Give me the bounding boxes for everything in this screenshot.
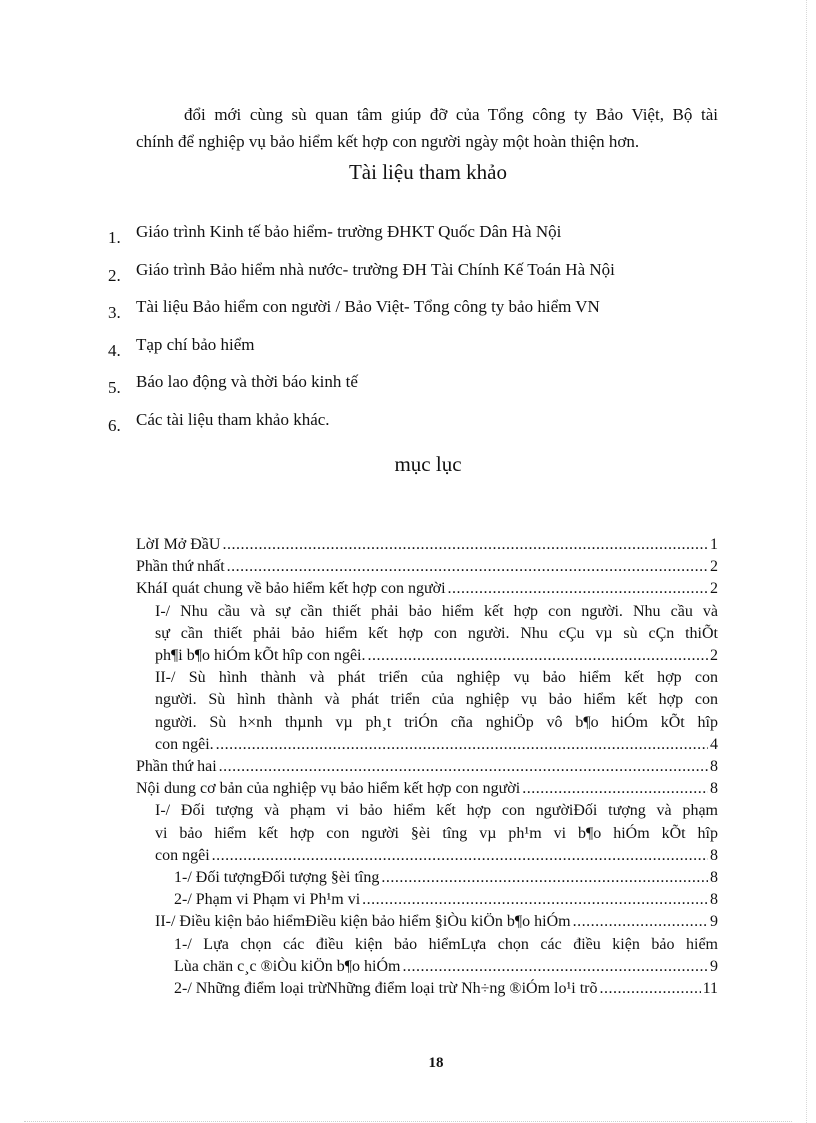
toc-entry-title-line: II-/ Sù hình thành và phát triển của nghiệp vụ bảo hiểm kết hợp con <box>155 669 718 687</box>
reference-text: Báo lao động và thời báo kinh tế <box>136 372 358 391</box>
reference-item <box>108 372 728 410</box>
toc-entry-page: 4 <box>710 735 718 753</box>
toc-entry[interactable] <box>136 601 718 668</box>
table-of-contents <box>136 534 718 1000</box>
toc-entry-title-line: I-/ Đối tượng và phạm vi bảo hiểm kết hợp con ngườiĐối tượng và phạm <box>155 802 718 820</box>
toc-entry-title-line: ph¶i b¶o hiÓm kÕt hîp con ngêi. <box>155 647 366 665</box>
toc-entry-page: 8 <box>710 869 718 887</box>
reference-number: 2. <box>108 265 121 285</box>
intro-line-1: đổi mới cùng sù quan tâm giúp đỡ của Tổng công ty Bảo Việt, Bộ tài <box>184 105 718 124</box>
toc-entry[interactable] <box>136 911 718 933</box>
page-number: 18 <box>428 1055 444 1071</box>
toc-entry-page: 2 <box>710 647 718 665</box>
toc-entry-title-line: I-/ Nhu cầu và sự cần thiết phải bảo hiểm kết hợp con người. Nhu cầu và <box>155 602 718 620</box>
toc-entry[interactable] <box>136 800 718 867</box>
toc-entry-title: Nội dung cơ bản của nghiệp vụ bảo hiểm kết hợp con người <box>136 780 521 798</box>
toc-entry-title: KháI quát chung về bảo hiểm kết hợp con người <box>136 580 446 598</box>
toc-leader <box>216 734 708 756</box>
toc-entry-page: 8 <box>710 758 718 776</box>
reference-text: Giáo trình Bảo hiểm nhà nước- trường ĐH Tài Chính Kế Toán Hà Nội <box>136 259 615 279</box>
references-list <box>108 222 728 447</box>
toc-entry[interactable] <box>136 778 718 800</box>
toc-entry-page: 9 <box>710 957 718 975</box>
reference-item <box>108 410 728 448</box>
toc-entry-title-line: người. Sù hình thành và phát triển của nghiệp vụ bảo hiểm kết hợp con <box>155 691 718 709</box>
toc-entry-page: 2 <box>710 580 718 598</box>
toc-entry-title: 1-/ Đối tượngĐối tượng §èi tîng <box>174 869 380 887</box>
toc-leader <box>367 645 708 667</box>
reference-item <box>108 222 728 260</box>
toc-leader <box>219 756 708 778</box>
toc-leader <box>362 889 708 911</box>
toc-entry-title-line: người. Sù h×nh thµnh vµ ph¸t triÓn cña nghiÖp vô b¶o hiÓm kÕt hîp <box>155 713 718 731</box>
page-bottom-border <box>24 1121 792 1122</box>
toc-entry-page: 9 <box>710 913 718 931</box>
toc-leader <box>212 845 708 867</box>
reference-number: 3. <box>108 303 121 322</box>
toc-entry[interactable] <box>136 556 718 578</box>
toc-entry-title: II-/ Điều kiện bảo hiểmĐiều kiện bảo hiểm §iÒu kiÖn b¶o hiÓm <box>155 913 571 931</box>
toc-leader <box>448 578 708 600</box>
toc-entry-title: 2-/ Phạm vi Phạm vi Ph¹m vi <box>174 891 361 909</box>
toc-entry-title-line: con ngêi <box>155 846 210 864</box>
toc-entry-title-line: vi bảo hiểm kết hợp con người §èi tîng vµ ph¹m vi b¶o hiÓm kÕt hîp <box>155 824 718 842</box>
reference-text: Các tài liệu tham khảo khác. <box>136 409 330 429</box>
toc-entry-title: 2-/ Những điểm loại trừNhững điểm loại trừ Nh÷ng ®iÓm lo¹i trõ <box>174 980 598 998</box>
toc-leader <box>222 534 708 556</box>
toc-leader <box>573 911 708 933</box>
toc-heading: mục lục <box>394 452 462 476</box>
toc-entry[interactable] <box>136 934 718 978</box>
toc-entry[interactable] <box>136 578 718 600</box>
references-heading: Tài liệu tham khảo <box>348 160 508 184</box>
toc-entry[interactable] <box>136 867 718 889</box>
toc-entry-page: 8 <box>710 780 718 798</box>
reference-item <box>108 297 728 335</box>
intro-paragraph <box>136 102 718 154</box>
reference-number: 6. <box>108 415 121 435</box>
toc-leader <box>227 556 708 578</box>
toc-entry-page: 11 <box>702 980 718 998</box>
reference-text: Tài liệu Bảo hiểm con người / Bảo Việt- Tổng công ty bảo hiểm VN <box>136 297 600 316</box>
toc-leader <box>381 867 708 889</box>
toc-entry-title: Phần thứ nhất <box>136 558 225 576</box>
toc-entry[interactable] <box>136 534 718 556</box>
toc-entry-title-line: 1-/ Lựa chọn các điều kiện bảo hiểmLựa chọn các điều kiện bảo hiểm <box>174 935 718 953</box>
reference-text: Giáo trình Kinh tế bảo hiểm- trường ĐHKT Quốc Dân Hà Nội <box>136 222 562 241</box>
reference-item <box>108 260 728 298</box>
toc-entry-title: Phần thứ hai <box>136 758 217 776</box>
intro-line-2: chính để nghiệp vụ bảo hiểm kết hợp con người ngày một hoàn thiện hơn. <box>136 132 640 151</box>
page-right-border <box>806 0 807 1123</box>
reference-number: 1. <box>108 228 121 247</box>
toc-leader <box>402 956 708 978</box>
toc-entry-page: 2 <box>710 558 718 576</box>
toc-entry-title-line: sự cần thiết phải bảo hiểm kết hợp con người. Nhu cÇu vµ sù cÇn thiÕt <box>155 624 718 642</box>
reference-text: Tạp chí bảo hiểm <box>136 334 255 354</box>
reference-number: 5. <box>108 378 121 397</box>
toc-entry[interactable] <box>136 889 718 911</box>
reference-item <box>108 335 728 373</box>
toc-entry-page: 8 <box>710 846 718 864</box>
toc-entry[interactable] <box>136 667 718 756</box>
reference-number: 4. <box>108 340 121 360</box>
toc-entry-page: 8 <box>710 891 718 909</box>
toc-entry[interactable] <box>136 978 718 1000</box>
toc-leader <box>599 978 700 1000</box>
toc-entry[interactable] <box>136 756 718 778</box>
toc-leader <box>522 778 708 800</box>
toc-entry-title-line: Lùa chän c¸c ®iÒu kiÖn b¶o hiÓm <box>174 957 401 975</box>
toc-entry-title: LờI Mở ĐầU <box>136 536 221 553</box>
toc-entry-title-line: con ngêi. <box>155 735 214 753</box>
toc-entry-page: 1 <box>710 536 718 553</box>
